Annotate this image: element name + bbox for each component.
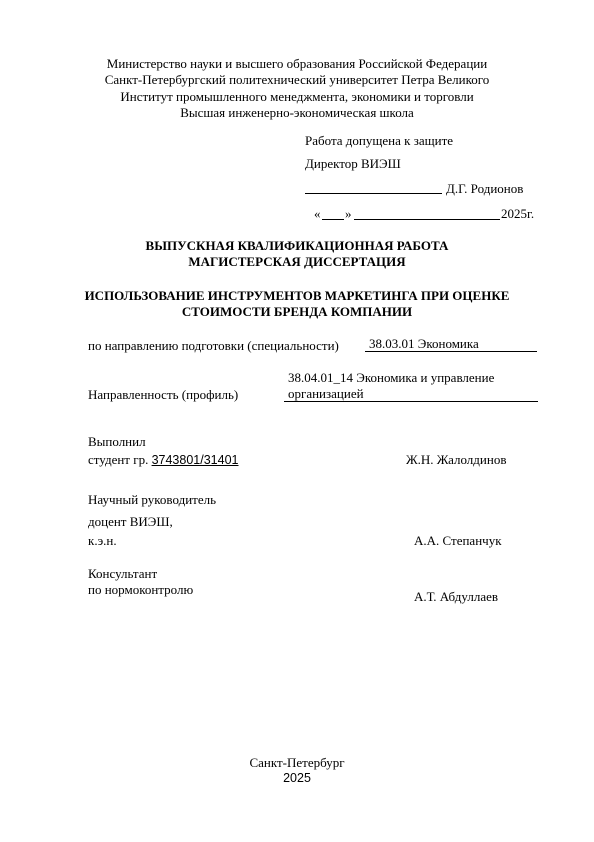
- footer-city: Санкт-Петербург: [249, 755, 345, 770]
- student-group: 3743801/31401: [151, 453, 239, 467]
- direction-value: 38.03.01 Экономика: [369, 336, 479, 351]
- director-position: Директор ВИЭШ: [305, 156, 401, 171]
- direction-underline: [365, 351, 537, 352]
- direction-label: по направлению подготовки (специальности): [88, 338, 339, 353]
- admitted-text: Работа допущена к защите: [305, 133, 454, 148]
- footer-year: 2025: [283, 771, 311, 785]
- performed-label: Выполнил: [88, 434, 146, 449]
- university-line: Санкт-Петербургский политехнический университет Петра Великого: [104, 72, 490, 87]
- date-month-line: [354, 219, 500, 220]
- approval-year: 2025г.: [501, 206, 535, 221]
- profile-value-line2: организацией: [288, 386, 364, 401]
- student-name: Ж.Н. Жалолдинов: [406, 452, 507, 467]
- topic-title-line2: СТОИМОСТИ БРЕНДА КОМПАНИИ: [181, 304, 413, 319]
- supervisor-label: Научный руководитель: [88, 492, 217, 507]
- supervisor-position: доцент ВИЭШ,: [88, 514, 173, 529]
- student-label: [88, 452, 238, 468]
- supervisor-degree: к.э.н.: [88, 533, 117, 548]
- consultant-label: Консультант: [88, 566, 158, 581]
- work-type-title: ВЫПУСКНАЯ КВАЛИФИКАЦИОННАЯ РАБОТА: [145, 238, 449, 253]
- profile-underline: [284, 401, 538, 402]
- profile-label: Направленность (профиль): [88, 387, 239, 402]
- consultant-area: по нормоконтролю: [88, 582, 194, 597]
- institute-line: Институт промышленного менеджмента, экономики и торговли: [120, 89, 474, 104]
- date-close-quote: »: [345, 206, 352, 221]
- topic-title-line1: ИСПОЛЬЗОВАНИЕ ИНСТРУМЕНТОВ МАРКЕТИНГА ПРИ ОЦЕНКЕ: [84, 288, 510, 303]
- consultant-name: А.Т. Абдуллаев: [414, 589, 498, 604]
- director-signature-line: [305, 193, 442, 194]
- school-line: Высшая инженерно-экономическая школа: [180, 105, 414, 120]
- supervisor-name: А.А. Степанчук: [414, 533, 502, 548]
- ministry-line: Министерство науки и высшего образования Российской Федерации: [106, 56, 488, 71]
- date-open-quote: «: [314, 206, 321, 221]
- work-subtype-title: МАГИСТЕРСКАЯ ДИССЕРТАЦИЯ: [188, 254, 406, 269]
- date-day-line: [322, 219, 344, 220]
- profile-value-line1: 38.04.01_14 Экономика и управление: [288, 370, 495, 385]
- student-prefix: студент гр.: [88, 452, 149, 467]
- director-name: Д.Г. Родионов: [446, 181, 524, 196]
